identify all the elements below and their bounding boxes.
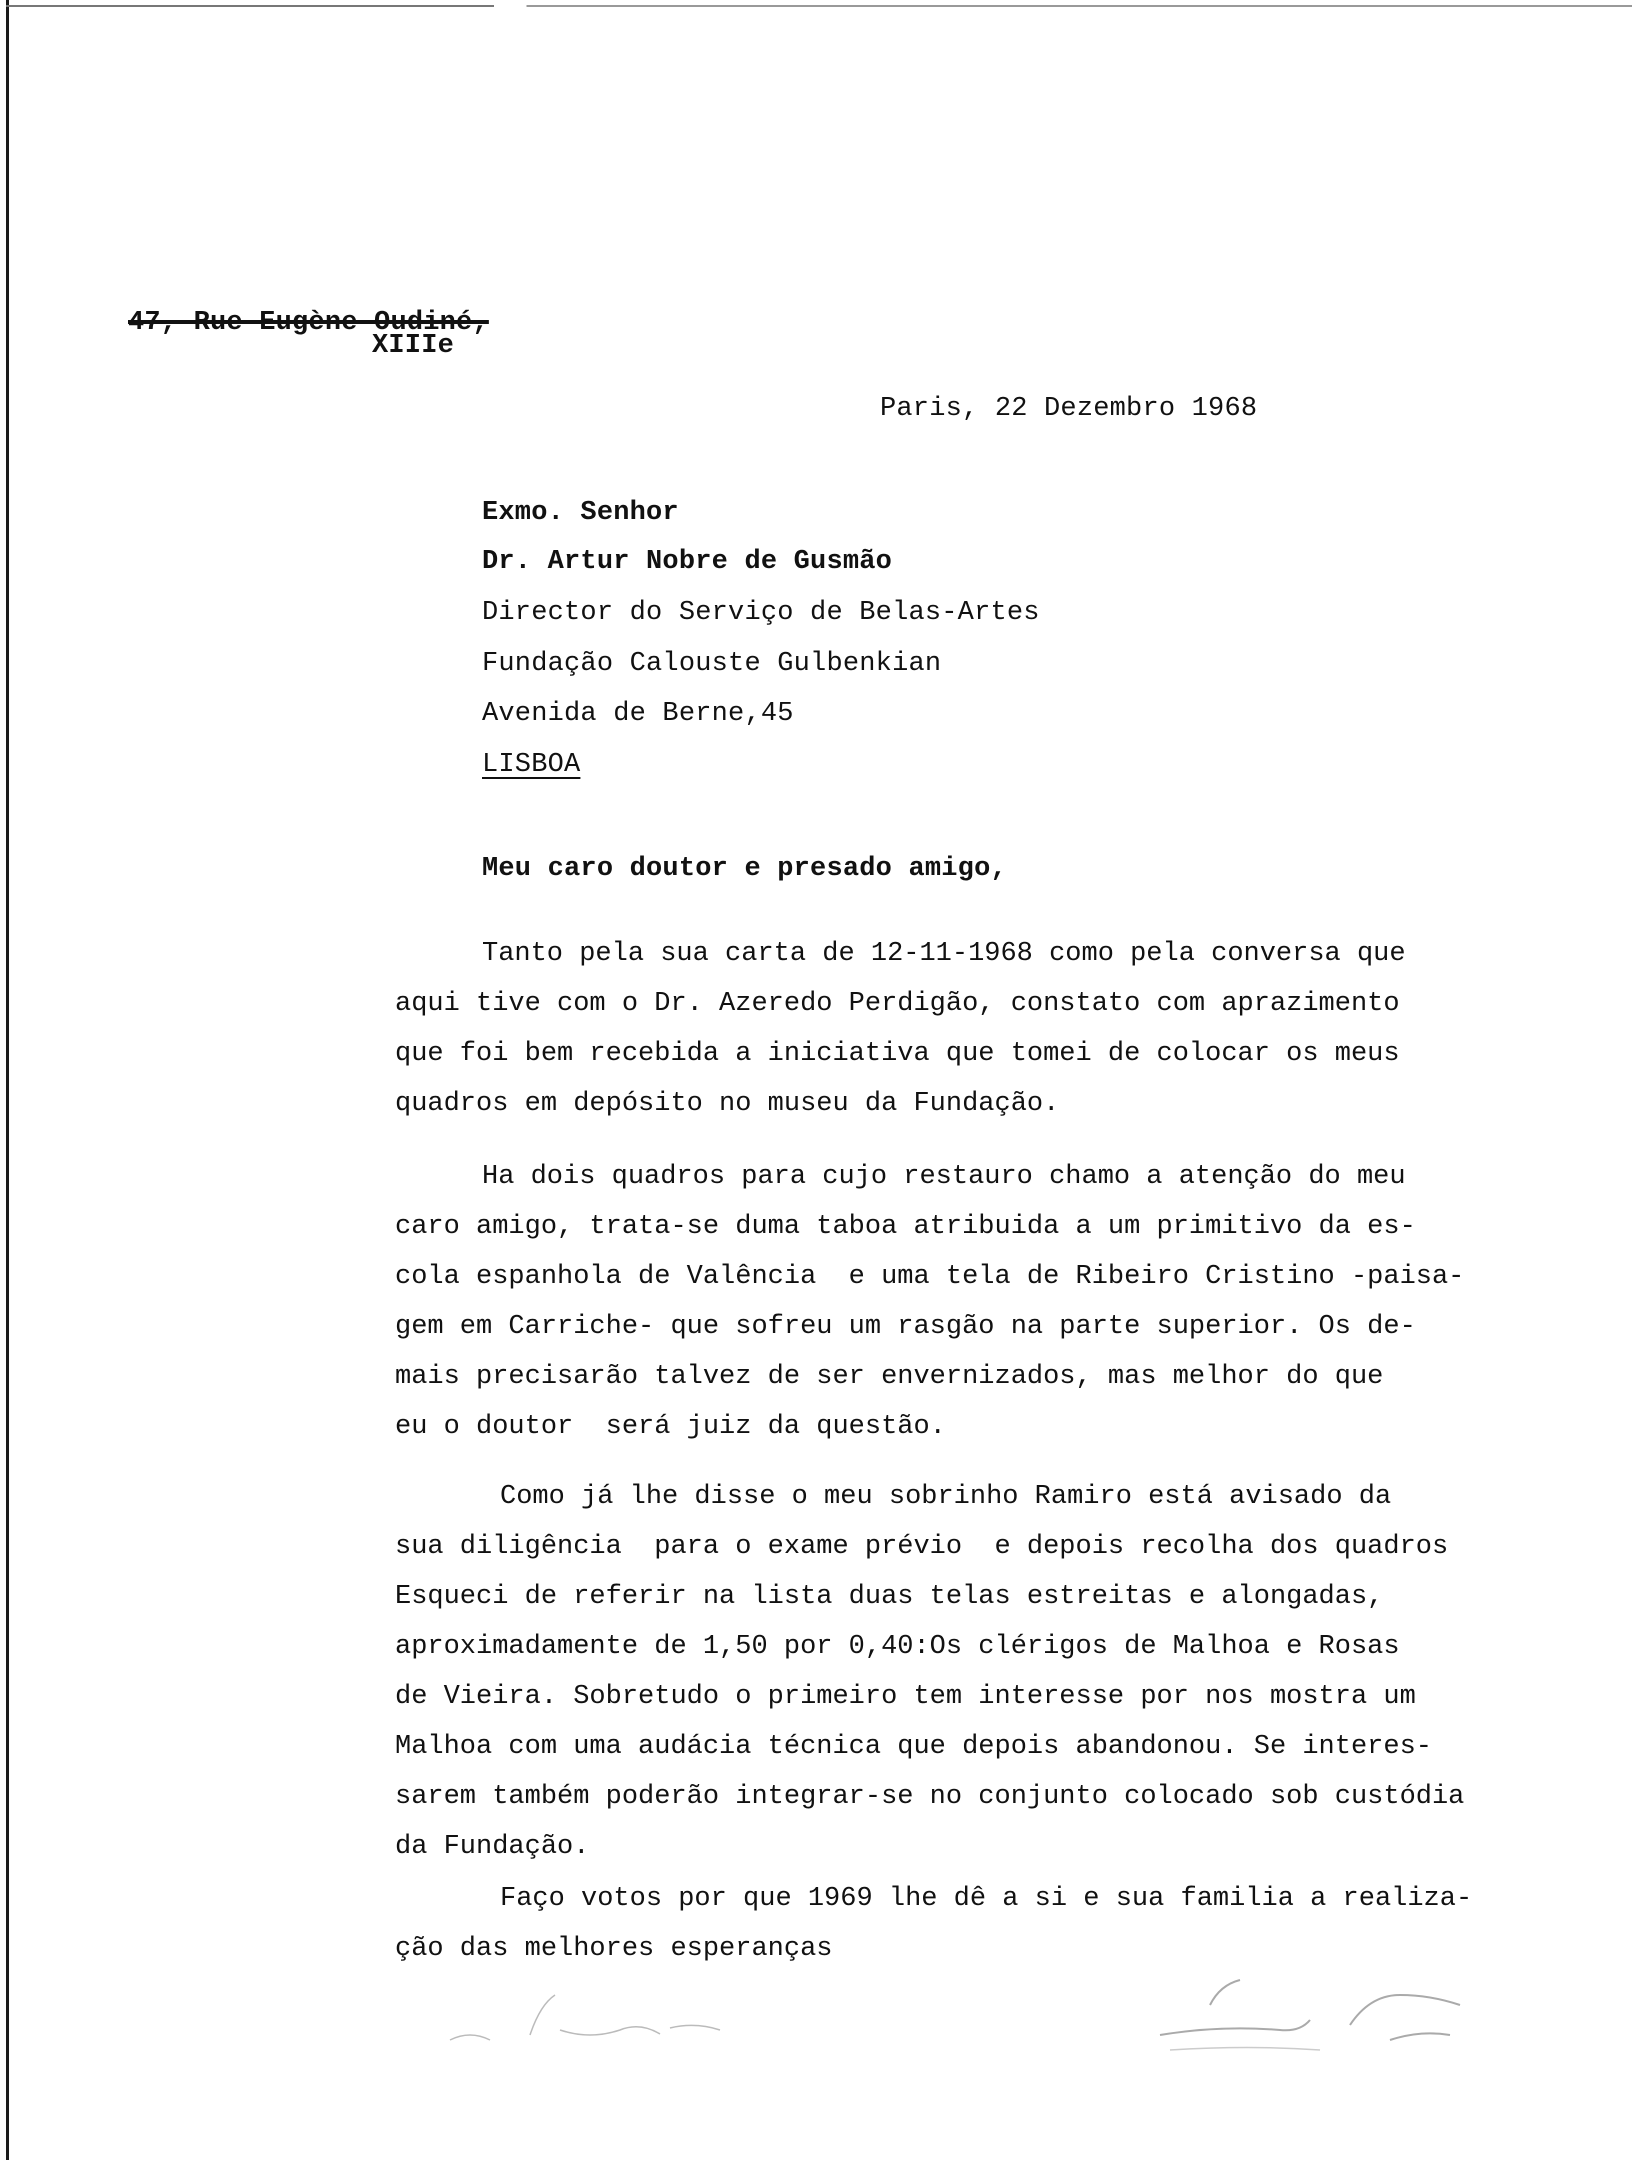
- paragraph-line: Esqueci de referir na lista duas telas estreitas e alongadas,: [395, 1582, 1384, 1612]
- paragraph-line: Malhoa com uma audácia técnica que depois abandonou. Se interes-: [395, 1732, 1432, 1762]
- faint-handwriting-mark: [440, 1980, 780, 2060]
- paragraph-line: gem em Carriche- que sofreu um rasgão na parte superior. Os de-: [395, 1312, 1416, 1342]
- recipient-city: LISBOA: [482, 750, 581, 780]
- paragraph-line: Faço votos por que 1969 lhe dê a si e sua familia a realiza-: [500, 1884, 1473, 1914]
- paragraph-line: mais precisarão talvez de ser envernizados, mas melhor do que: [395, 1362, 1384, 1392]
- paragraph-line: ção das melhores esperanças: [395, 1934, 833, 1964]
- sender-address-struck: 47, Rue Eugène Oudiné,: [128, 308, 489, 338]
- paragraph-line: sua diligência para o exame prévio e depois recolha dos quadros: [395, 1532, 1449, 1562]
- paragraph-line: aqui tive com o Dr. Azeredo Perdigão, constato com aprazimento: [395, 989, 1400, 1019]
- recipient-line: Avenida de Berne,45: [482, 699, 794, 729]
- paragraph-line: Tanto pela sua carta de 12-11-1968 como pela conversa que: [482, 939, 1406, 969]
- page-edge-left: [6, 0, 9, 2160]
- paragraph-line: aproximadamente de 1,50 por 0,40:Os clérigos de Malhoa e Rosas: [395, 1632, 1400, 1662]
- paragraph-line: sarem também poderão integrar-se no conjunto colocado sob custódia: [395, 1782, 1465, 1812]
- paragraph-line: quadros em depósito no museu da Fundação.: [395, 1089, 1060, 1119]
- paragraph-line: que foi bem recebida a iniciativa que tomei de colocar os meus: [395, 1039, 1400, 1069]
- signature-mark: [1150, 1955, 1510, 2065]
- paragraph-line: eu o doutor será juiz da questão.: [395, 1412, 946, 1442]
- paragraph-line: Ha dois quadros para cujo restauro chamo a atenção do meu: [482, 1162, 1406, 1192]
- paragraph-line: cola espanhola de Valência e uma tela de Ribeiro Cristino -paisa-: [395, 1262, 1465, 1292]
- page-edge-top: [6, 5, 1632, 7]
- sender-arrondissement: XIIIe: [372, 331, 455, 361]
- recipient-line: Director do Serviço de Belas-Artes: [482, 598, 1040, 628]
- paragraph-line: da Fundação.: [395, 1832, 590, 1862]
- recipient-line: Exmo. Senhor: [482, 498, 679, 528]
- dateline: Paris, 22 Dezembro 1968: [880, 394, 1258, 424]
- recipient-line: Fundação Calouste Gulbenkian: [482, 649, 942, 679]
- recipient-line: Dr. Artur Nobre de Gusmão: [482, 547, 893, 577]
- paragraph-line: de Vieira. Sobretudo o primeiro tem interesse por nos mostra um: [395, 1682, 1416, 1712]
- paragraph-line: caro amigo, trata-se duma taboa atribuida a um primitivo da es-: [395, 1212, 1416, 1242]
- paragraph-line: Como já lhe disse o meu sobrinho Ramiro está avisado da: [500, 1482, 1392, 1512]
- salutation: Meu caro doutor e presado amigo,: [482, 854, 1007, 884]
